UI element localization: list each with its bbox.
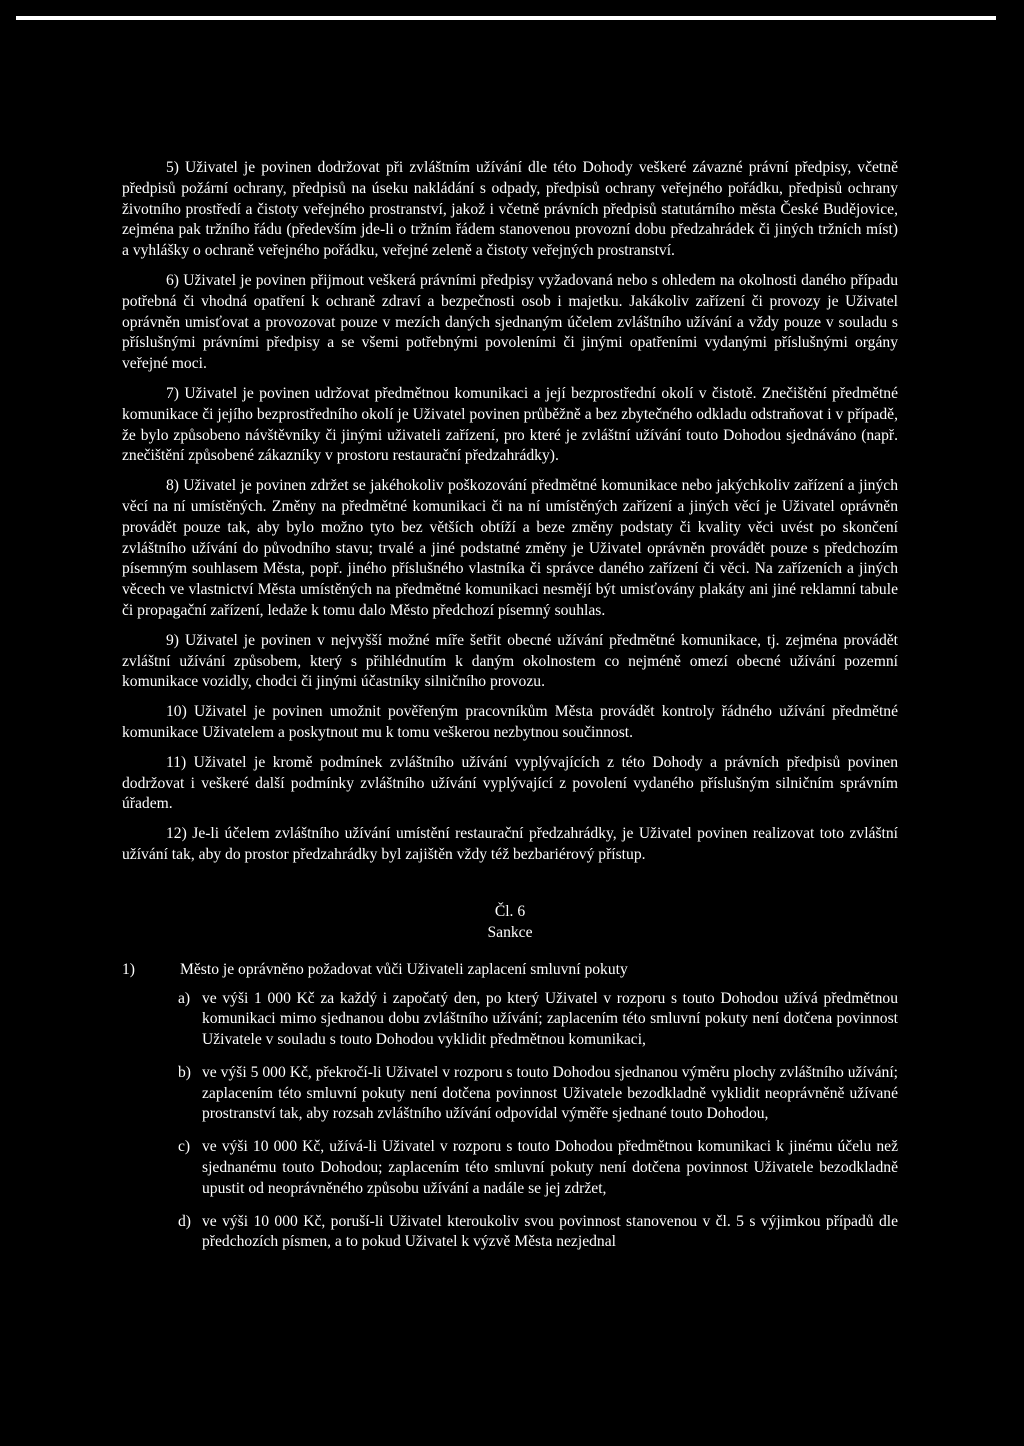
document-content [122,158,898,1265]
sanction-intro-text: Město je oprávněno požadovat vůči Uživateli zaplacení smluvní pokuty [180,960,628,978]
section-title: Sankce [487,923,533,941]
paragraph-6: 6) Uživatel je povinen přijmout veškerá právními předpisy vyžadovaná nebo s ohledem na okolnosti daného případu potřebná či vhodná opatření k ochraně zdraví a bezpečnosti osob i majetku. Jakákoliv zařízení či provozy je Uživatel oprávněn umisťovat a provozovat pouze v mezích daných sjednaným účelem zvláštního užívání a vždy pouze v souladu s příslušnými právními předpisy a se všemi potřebnými povoleními či jinými opatřeními vydanými příslušnými orgány veřejné moci. [122,271,898,373]
list-item-letter: d) [178,1212,191,1230]
list-item [178,1137,898,1199]
paragraph-9: 9) Uživatel je povinen v nejvyšší možné míře šetřit obecné užívání předmětné komunikace, tj. zejména provádět zvláštní užívání způsobem, který s přihlédnutím k daným okolnostem co nejméně omezí obecné užívání pozemní komunikace vozidly, chodci či jinými účastníky silničního provozu. [122,631,898,691]
paragraph-12: 12) Je-li účelem zvláštního užívání umístění restaurační předzahrádky, je Uživatel povinen realizovat toto zvláštní užívání tak, aby do prostor předzahrádky byl zajištěn vždy též bezbariérový přístup. [122,825,898,863]
list-item-text: ve výši 5 000 Kč, překročí-li Uživatel v rozporu s touto Dohodou sjednanou výměru plochy zvláštního užívání; zaplacením této smluvní pokuty není dotčena povinnost Uživatele bezodkladně vyklidit neoprávněně užívané prostranství tak, aby rozsah zvláštního užívání odpovídal výměře sjednané touto Dohodou, [202,1063,898,1123]
sanction-list [178,989,898,1254]
paragraph-10: 10) Uživatel je povinen umožnit pověřeným pracovníkům Města provádět kontroly řádného užívání předmětné komunikace Uživatelem a poskytnout mu k tomu veškerou nezbytnou součinnost. [122,703,898,741]
section-number: Čl. 6 [494,902,526,920]
list-item-text: ve výši 10 000 Kč, poruší-li Uživatel kteroukoliv svou povinnost stanovenou v čl. 5 s výjimkou případů dle předchozích písmen, a to pokud Uživatel k výzvě Města nezjednal [202,1212,898,1251]
sanction-intro [122,960,898,981]
list-item-letter: a) [178,989,191,1007]
list-item [178,989,898,1051]
sanction-intro-number: 1) [122,960,135,978]
paragraph-11: 11) Uživatel je kromě podmínek zvláštního užívání vyplývajících z této Dohody a právních předpisů povinen dodržovat i veškeré další podmínky zvláštního užívání vyplývající z povolení vydaného příslušným silničním správním úřadem. [122,753,898,813]
section-heading [122,902,898,944]
list-item [178,1063,898,1125]
list-item-text: ve výši 10 000 Kč, užívá-li Uživatel v rozporu s touto Dohodou předmětnou komunikaci k jinému účelu než sjednanému touto Dohodou; zaplacením této smluvní pokuty není dotčena povinnost Uživatele bezodkladně upustit od neoprávněného způsobu užívání a nadále se jej zdržet, [202,1138,898,1197]
paragraph-7: 7) Uživatel je povinen udržovat předmětnou komunikaci a její bezprostřední okolí v čistotě. Znečištění předmětné komunikace či jejího bezprostředního okolí je Uživatel povinen průběžně a bez zbytečného odkladu odstraňovat i v případě, že bylo způsobeno návštěvníky či jinými uživateli zařízení, pro které je zvláštní užívání touto Dohodou sjednáváno (např. znečištění způsobené zákazníky v prostoru restaurační předzahrádky). [122,384,898,465]
paragraph-5: 5) Uživatel je povinen dodržovat při zvláštním užívání dle této Dohody veškeré závazné právní předpisy, včetně předpisů požární ochrany, předpisů na úseku nakládání s odpady, předpisů ochrany veřejného pořádku, předpisů ochrany životního prostředí a čistoty veřejného prostranství, jakož i včetně právních předpisů statutárního města České Budějovice, zejména pak tržního řádu (především jde-li o tržním řádem stanovenou provozní dobu předzahrádek či jiných tržních míst) a vyhlášky o ochraně veřejného pořádku, veřejné zeleně a čistoty veřejných prostranství. [122,159,898,260]
paragraph-8: 8) Uživatel je povinen zdržet se jakéhokoliv poškozování předmětné komunikace nebo jakýchkoliv zařízení a jiných věcí na ní umístěných. Změny na předmětné komunikaci či na ní umístěných zařízení a jiných věcí je Uživatel oprávněn provádět pouze tak, aby bylo možno tyto bez větších obtíží a beze změny podstaty či kvality věci uvést po skončení zvláštního užívání do původního stavu; trvalé a jiné podstatné změny je Uživatel oprávněn provádět pouze s předchozím písemným souhlasem Města, popř. jiného příslušného vlastníka či správce daného zařízení či věci. Na zařízeních a jiných věcech ve vlastnictví Města umístěných na předmětné komunikaci nesmějí být umisťovány plakáty ani jiné reklamní tabule či propagační zařízení, ledaže k tomu dalo Město předchozí písemný souhlas. [122,477,898,619]
list-item-letter: c) [178,1138,191,1156]
list-item-text: ve výši 1 000 Kč za každý i započatý den, po který Uživatel v rozporu s touto Dohodou užívá předmětnou komunikaci mimo sjednanou dobu zvláštního užívání; zaplacením této smluvní pokuty není dotčena povinnost Uživatele v souladu s touto Dohodou vyklidit předmětnou komunikaci, [202,989,898,1049]
list-item-letter: b) [178,1063,191,1081]
list-item [178,1212,898,1254]
